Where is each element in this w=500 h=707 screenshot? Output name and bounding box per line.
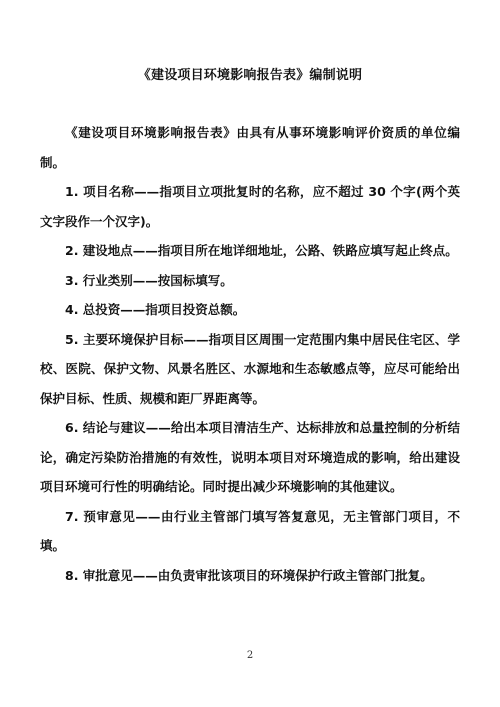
item-industry-category: 3. 行业类别——按国标填写。 <box>65 272 233 288</box>
item-total-investment: 4. 总投资——指项目投资总额。 <box>65 302 246 317</box>
item-approval-opinion: 8. 审批意见——由负责审批该项目的环境保护行政主管部门批复。 <box>65 567 433 583</box>
item-project-name: 1. 项目名称——指项目立项批复时的名称，应不超过 30 个字(两个英文字段作一个汉字)。 <box>40 184 460 229</box>
item-construction-site: 2. 建设地点——指项目所在地详细地址，公路、铁路应填写起止终点。 <box>65 243 458 258</box>
document-body <box>40 118 460 590</box>
document-title: 《建设项目环境影响报告表》编制说明 <box>137 68 363 83</box>
item-protection-targets: 5. 主要环境保护目标——指项目区周围一定范围内集中居民住宅区、学校、医院、保护文物、风景名胜区、水源地和生态敏感点等，应尽可能给出保护目标、性质、规模和距厂界距离等。 <box>40 331 460 406</box>
page-number: 2 <box>246 650 254 661</box>
item-preliminary-review: 7. 预审意见——由行业主管部门填写答复意见，无主管部门项目，不填。 <box>40 508 460 553</box>
item-conclusions: 6. 结论与建议——给出本项目清洁生产、达标排放和总量控制的分析结论，确定污染防治措施的有效性，说明本项目对环境造成的影响，给出建设项目环境可行性的明确结论。同时提出减少环境影响的其他建议。 <box>40 420 460 494</box>
intro-paragraph: 《建设项目环境影响报告表》由具有从事环境影响评价资质的单位编制。 <box>40 125 460 170</box>
